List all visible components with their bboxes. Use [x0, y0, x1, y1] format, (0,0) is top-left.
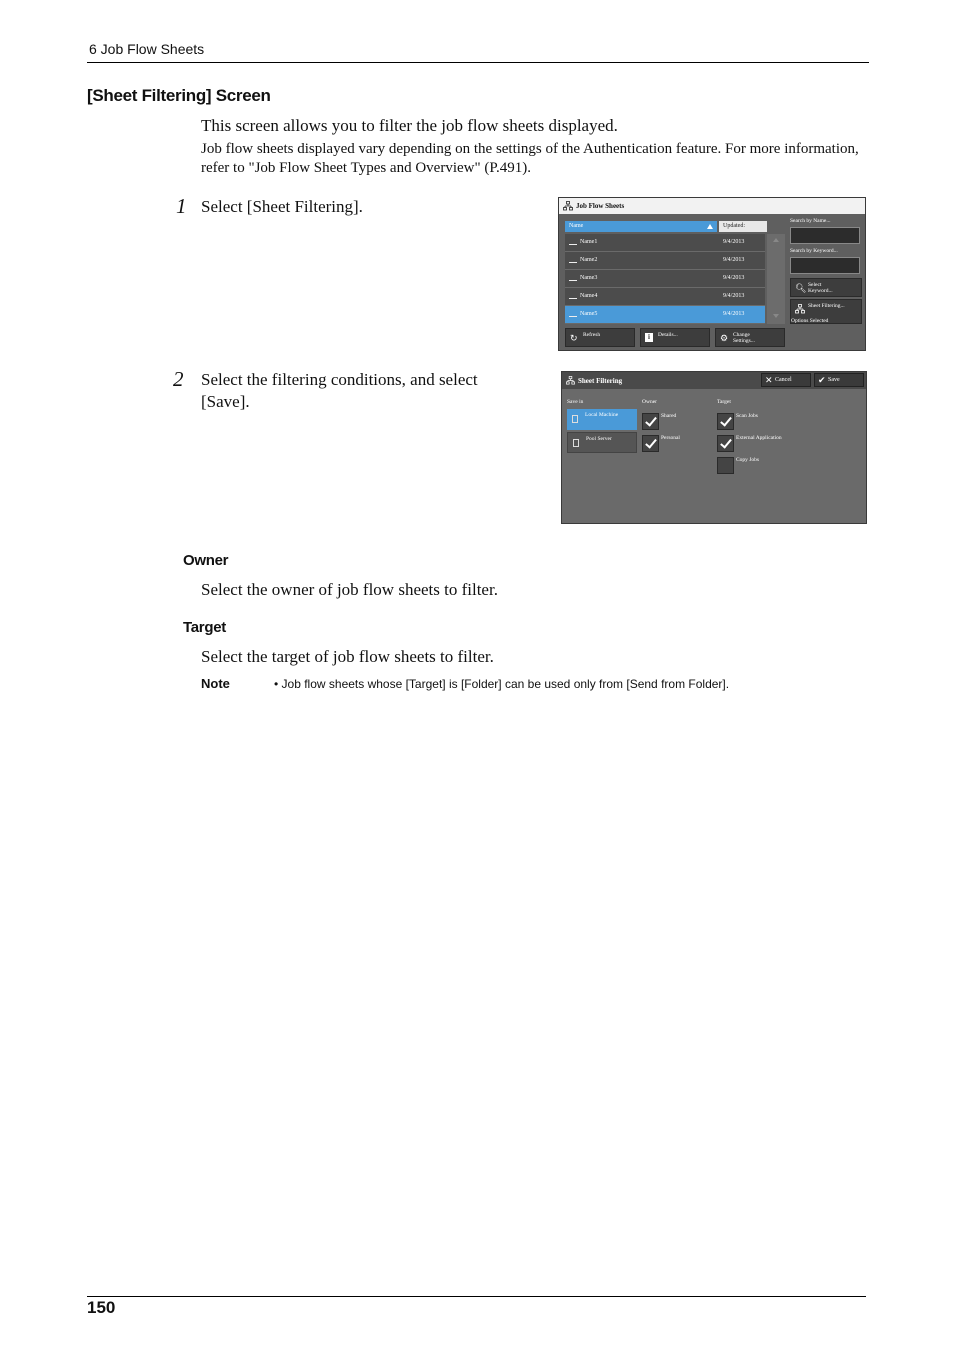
select-keyword-button[interactable]: [790, 278, 862, 297]
target-heading: Target: [183, 619, 226, 636]
document-icon: [572, 415, 578, 423]
note-text: • Job flow sheets whose [Target] is [Folder] can be used only from [Send from Folder].: [274, 677, 730, 691]
save-label: Save: [828, 377, 840, 383]
sheet-icon: [569, 276, 577, 281]
footer-rule: [87, 1296, 866, 1297]
target-scan-jobs-checkbox[interactable]: [717, 413, 734, 430]
refresh-button[interactable]: [565, 328, 635, 347]
change-settings-label: Change Settings...: [733, 332, 755, 344]
close-icon: ✕: [765, 375, 773, 385]
sheet-filtering-label: Sheet Filtering...: [808, 303, 845, 309]
screen1-title: Job Flow Sheets: [576, 202, 625, 210]
owner-shared-checkbox[interactable]: [642, 413, 659, 430]
search-by-keyword-field[interactable]: [790, 257, 860, 274]
check-icon: ✔: [818, 375, 826, 385]
sheet-row-1[interactable]: [565, 234, 765, 252]
target-copy-jobs-checkbox[interactable]: [717, 457, 734, 474]
change-settings-button[interactable]: [715, 328, 785, 347]
save-in-local-machine[interactable]: [567, 409, 637, 430]
job-flow-icon: [563, 201, 573, 211]
sheet-row-3[interactable]: [565, 270, 765, 288]
save-button[interactable]: [814, 373, 864, 387]
sheet-date: 9/4/2013: [723, 275, 745, 281]
owner-personal-checkbox[interactable]: [642, 435, 659, 452]
target-column-label: Target: [717, 399, 731, 405]
updated-column-header[interactable]: [719, 221, 767, 232]
refresh-label: Refresh: [583, 332, 601, 338]
search-by-name-label: Search by Name...: [790, 218, 831, 224]
intro-detail-text: Job flow sheets displayed vary depending on the settings of the Authentication feature. For more information, refer to "Job Flow Sheet Types and Overview" (P.491).: [201, 141, 859, 176]
sheet-name: Name3: [580, 275, 598, 281]
sheet-icon: [569, 258, 577, 263]
name-column-header[interactable]: [565, 221, 717, 232]
search-by-keyword-label: Search by Keyword...: [790, 248, 838, 254]
search-icon: 🔍︎: [795, 283, 807, 293]
cancel-label: Cancel: [775, 377, 792, 383]
sheet-date: 9/4/2013: [723, 239, 745, 245]
step-1-text: Select [Sheet Filtering].: [201, 197, 363, 216]
sheet-row-4[interactable]: [565, 288, 765, 306]
step-2-text: Select the filtering conditions, and select [Save].: [201, 370, 478, 411]
local-machine-label: Local Machine: [585, 412, 619, 418]
section-title: [Sheet Filtering] Screen: [87, 86, 271, 105]
save-in-label: Save in: [567, 399, 584, 405]
sheet-name: Name1: [580, 239, 598, 245]
target-external-application-label: External Application: [736, 435, 782, 441]
sheet-date: 9/4/2013: [723, 311, 745, 317]
scroll-up-icon[interactable]: [773, 238, 779, 242]
search-by-name-field[interactable]: [790, 227, 860, 244]
step-1-number: 1: [176, 194, 187, 218]
target-scan-jobs-label: Scan Jobs: [736, 413, 758, 419]
name-column-label: Name: [569, 223, 584, 229]
scroll-down-icon[interactable]: [773, 314, 779, 318]
owner-column-label: Owner: [642, 399, 657, 405]
server-icon: [573, 439, 579, 447]
owner-shared-label: Shared: [661, 413, 677, 419]
target-external-application-checkbox[interactable]: [717, 435, 734, 452]
sheet-icon: [569, 312, 577, 317]
job-flow-sheets-screenshot: [558, 197, 866, 351]
note-label: Note: [201, 676, 230, 691]
select-keyword-label: Select Keyword...: [808, 282, 833, 294]
details-button[interactable]: [640, 328, 710, 347]
sheet-name: Name5: [580, 311, 598, 317]
owner-heading: Owner: [183, 552, 229, 569]
details-label: Details...: [658, 332, 678, 338]
sheet-row-2[interactable]: [565, 252, 765, 270]
header-rule: [87, 62, 869, 63]
save-in-pool-server[interactable]: [567, 432, 637, 453]
target-text: Select the target of job flow sheets to filter.: [201, 647, 494, 666]
list-scrollbar[interactable]: [767, 234, 785, 324]
target-copy-jobs-label: Copy Jobs: [736, 457, 760, 463]
info-icon: i: [645, 333, 653, 342]
sheet-icon: [569, 240, 577, 245]
screen1-title-bar: [559, 198, 865, 214]
sheet-name: Name4: [580, 293, 598, 299]
page-number: 150: [87, 1298, 116, 1317]
job-flow-icon: [795, 304, 805, 314]
gear-icon: ⚙︎: [720, 333, 729, 343]
refresh-icon: ↻: [570, 333, 578, 343]
sheet-date: 9/4/2013: [723, 257, 745, 263]
sheet-row-5[interactable]: [565, 306, 765, 324]
cancel-button[interactable]: [761, 373, 811, 387]
owner-text: Select the owner of job flow sheets to filter.: [201, 580, 498, 599]
sheet-filtering-screenshot: [561, 371, 867, 524]
sheet-name: Name2: [580, 257, 598, 263]
sheet-icon: [569, 294, 577, 299]
updated-column-label: Updated:: [723, 223, 745, 229]
owner-personal-label: Personal: [661, 435, 680, 441]
step-2-number: 2: [173, 367, 184, 391]
intro-text: This screen allows you to filter the job flow sheets displayed.: [201, 116, 618, 135]
job-flow-icon: [566, 376, 575, 385]
running-head: 6 Job Flow Sheets: [89, 41, 205, 57]
pool-server-label: Pool Server: [586, 436, 612, 442]
sheet-date: 9/4/2013: [723, 293, 745, 299]
sort-up-icon: [707, 224, 713, 229]
screen2-title: Sheet Filtering: [578, 377, 623, 385]
options-selected-label: Options Selected: [791, 318, 829, 324]
